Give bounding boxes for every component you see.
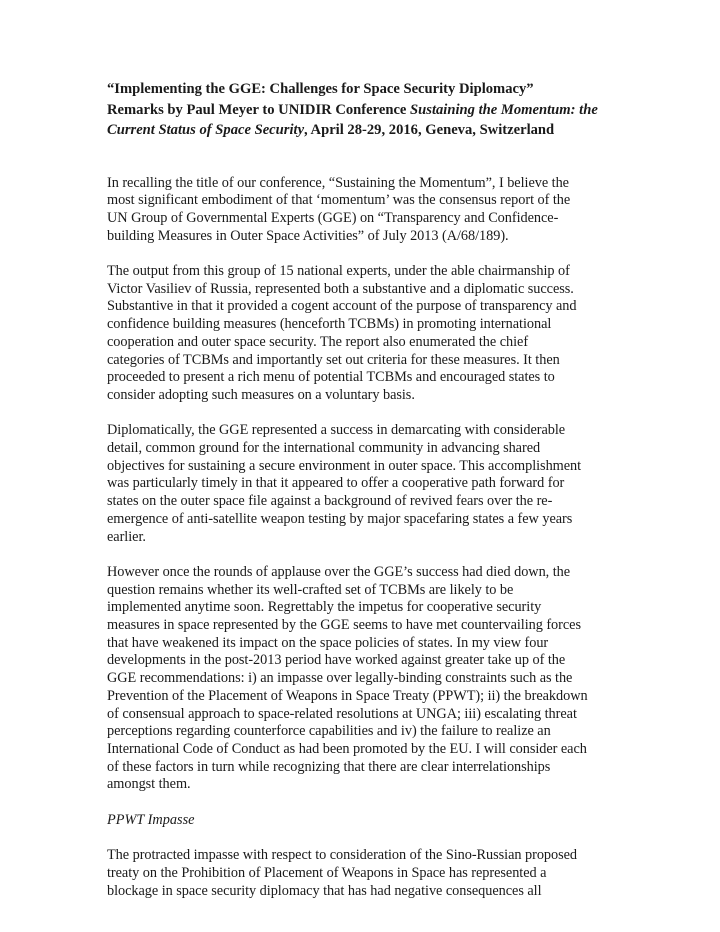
paragraph-line: cooperation and outer space security. The report also enumerated the chief bbox=[107, 333, 529, 350]
paragraph-line: confidence building measures (henceforth TCBMs) in promoting international bbox=[107, 316, 552, 333]
paragraph-4 bbox=[107, 564, 615, 794]
paragraph-line: Prevention of the Placement of Weapons in Space Treaty (PPWT); ii) the breakdown bbox=[107, 687, 588, 704]
paragraph-line: emergence of anti-satellite weapon testing by major spacefaring states a few years bbox=[107, 510, 573, 527]
paragraph-line: blockage in space security diplomacy that has had negative consequences all bbox=[107, 882, 542, 899]
paragraph-line: treaty on the Prohibition of Placement of Weapons in Space has represented a bbox=[107, 864, 547, 881]
section-heading: PPWT Impasse bbox=[107, 811, 195, 828]
paragraph-line: of these factors in turn while recognizing that there are clear interrelationships bbox=[107, 758, 551, 775]
paragraph-line: measures in space represented by the GGE seems to have met countervailing forces bbox=[107, 617, 581, 634]
paragraph-line: that have weakened its impact on the space policies of states. In my view four bbox=[107, 634, 549, 651]
paragraph-line: detail, common ground for the international community in advancing shared bbox=[107, 440, 541, 457]
paragraph-line: Substantive in that it provided a cogent account of the purpose of transparency and bbox=[107, 298, 577, 315]
paragraph-line: consider adopting such measures on a voluntary basis. bbox=[107, 386, 415, 403]
document-title: “Implementing the GGE: Challenges for Space Security Diplomacy” bbox=[107, 81, 534, 97]
paragraph-line: implemented anytime soon. Regrettably the impetus for cooperative security bbox=[107, 599, 542, 616]
paragraph-line: earlier. bbox=[107, 528, 146, 545]
paragraph-line: In recalling the title of our conference, “Sustaining the Momentum”, I believe the bbox=[107, 174, 569, 191]
paragraph-line: most significant embodiment of that ‘momentum’ was the consensus report of the bbox=[107, 192, 571, 209]
paragraph-line: The protracted impasse with respect to consideration of the Sino-Russian proposed bbox=[107, 847, 578, 864]
paragraph-line: The output from this group of 15 national experts, under the able chairmanship of bbox=[107, 263, 570, 279]
remarks-prefix: Remarks by Paul Meyer to UNIDIR Conference bbox=[107, 101, 411, 118]
conference-title-part2: Current Status of Space Security bbox=[107, 122, 305, 138]
paragraph-line: objectives for sustaining a secure environment in outer space. This accomplishment bbox=[107, 457, 582, 474]
paragraph-line: International Code of Conduct as had been promoted by the EU. I will consider each bbox=[107, 740, 587, 757]
paragraph-line: states on the outer space file against a background of revived fears over the re- bbox=[107, 493, 553, 510]
conference-line bbox=[107, 120, 615, 141]
remarks-line bbox=[107, 100, 615, 121]
paragraph-line: perceptions regarding counterforce capabilities and iv) the failure to realize an bbox=[107, 723, 551, 740]
paragraph-line: question remains whether its well-crafted set of TCBMs are likely to be bbox=[107, 581, 514, 598]
paragraph-line: amongst them. bbox=[107, 776, 191, 793]
paragraph-line: categories of TCBMs and importantly set out criteria for these measures. It then bbox=[107, 351, 560, 368]
paragraph-line: However once the rounds of applause over the GGE’s success had died down, the bbox=[107, 563, 571, 580]
paragraph-3 bbox=[107, 422, 615, 546]
conference-title-part1: Sustaining the Momentum: the bbox=[410, 101, 598, 118]
paragraph-line: developments in the post-2013 period have worked against greater take up of the bbox=[107, 652, 566, 669]
paragraph-1 bbox=[107, 175, 615, 246]
paragraph-line: Diplomatically, the GGE represented a success in demarcating with considerable bbox=[107, 422, 566, 439]
paragraph-line: proceeded to present a rich menu of potential TCBMs and encouraged states to bbox=[107, 369, 555, 386]
paragraph-line: building Measures in Outer Space Activities” of July 2013 (A/68/189). bbox=[107, 227, 509, 244]
document-body bbox=[107, 79, 615, 900]
paragraph-line: of consensual approach to space-related resolutions at UNGA; iii) escalating threat bbox=[107, 705, 577, 722]
paragraph-line: GGE recommendations: i) an impasse over legally-binding constraints such as the bbox=[107, 670, 573, 687]
paragraph-2 bbox=[107, 263, 615, 405]
paragraph-5 bbox=[107, 847, 615, 900]
paragraph-line: UN Group of Governmental Experts (GGE) on “Transparency and Confidence- bbox=[107, 209, 559, 226]
paragraph-line: Victor Vasiliev of Russia, represented both a substantive and a diplomatic success. bbox=[107, 280, 574, 297]
document-header bbox=[107, 79, 615, 141]
paragraph-line: was particularly timely in that it appeared to offer a cooperative path forward for bbox=[107, 475, 565, 492]
date-location: , April 28-29, 2016, Geneva, Switzerland bbox=[304, 122, 555, 138]
